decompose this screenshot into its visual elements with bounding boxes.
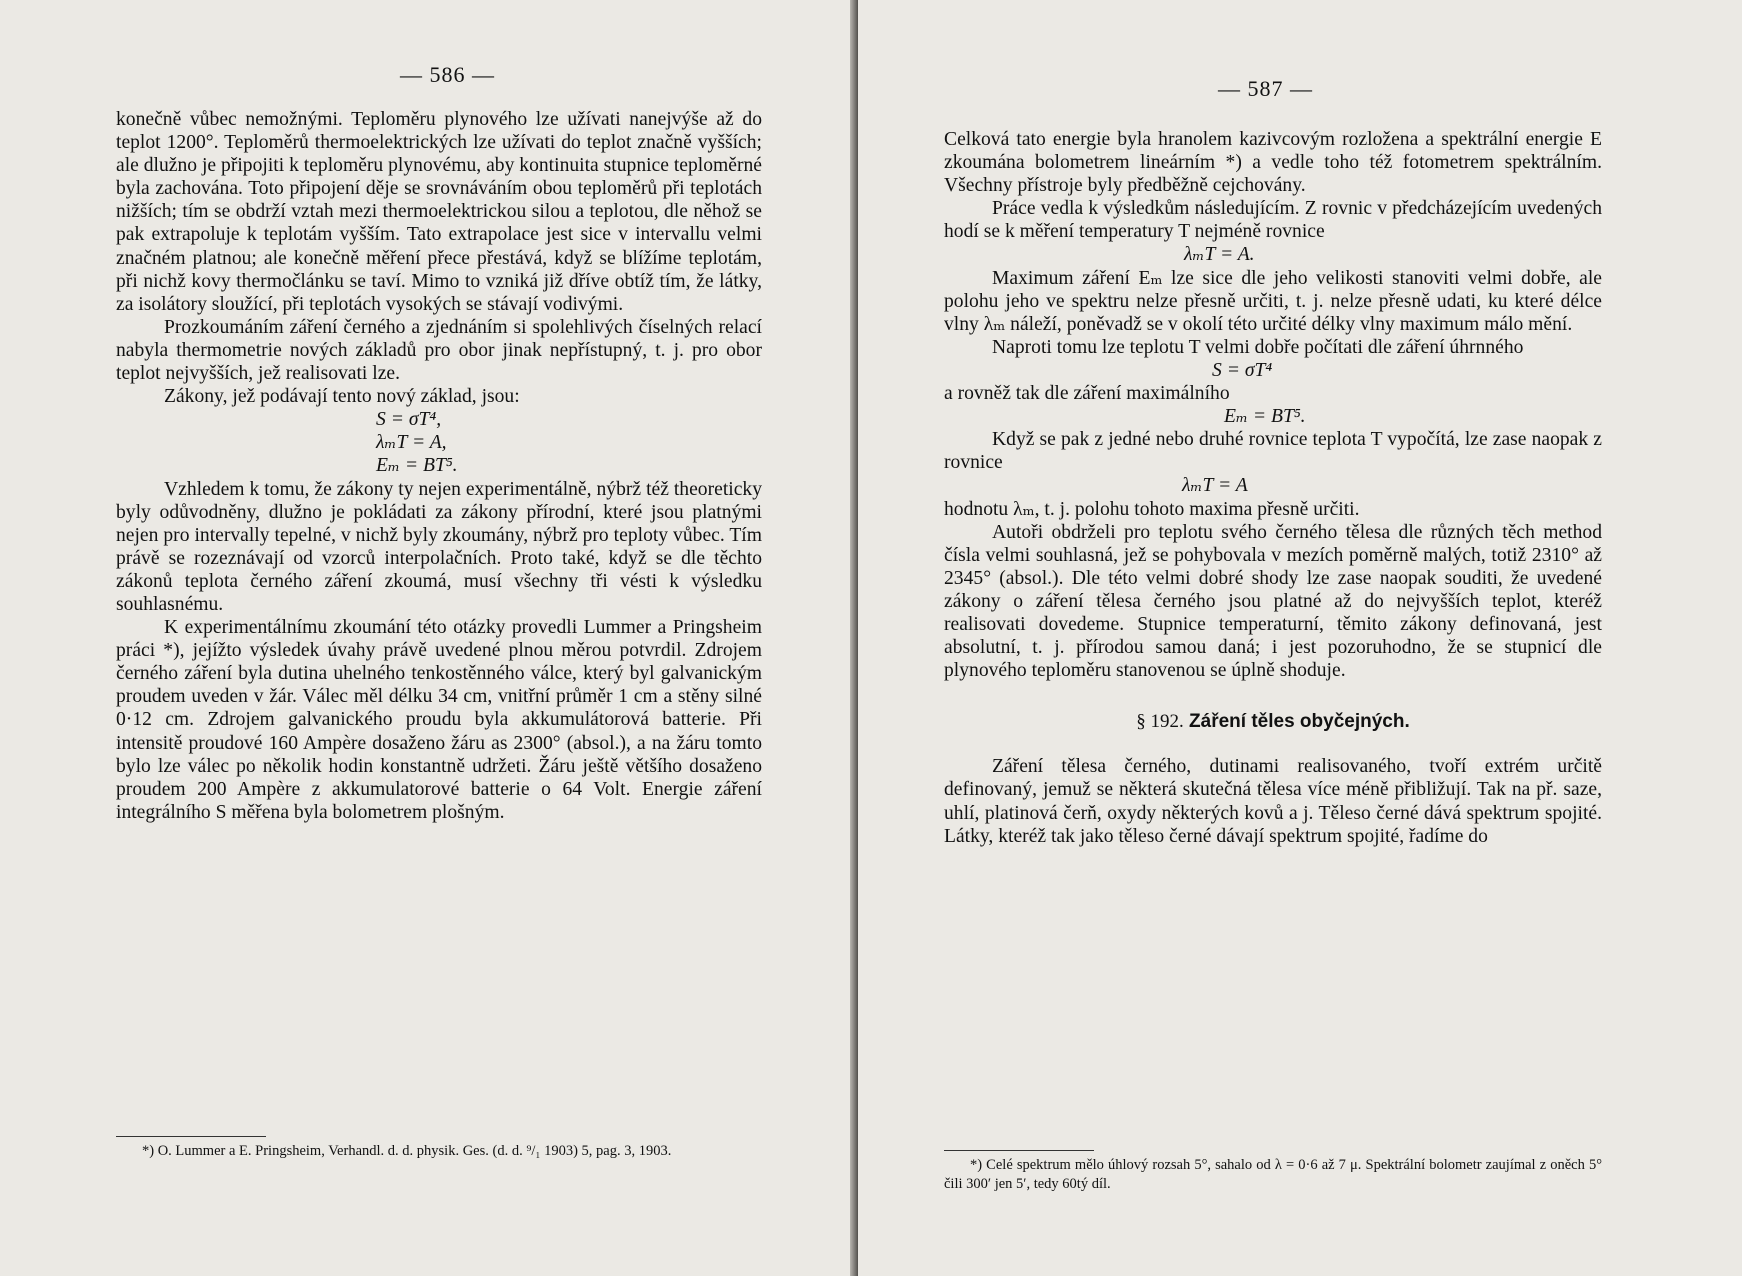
- footnote: [116, 1142, 762, 1161]
- paragraph: Prozkoumáním záření černého a zjednáním si spolehlivých číselných relací nabyla thermometrie nových základů pro obor jinak nepřístupný, t. j. pro obor teplot nejvyšších, jež realisovati lze.: [116, 316, 762, 385]
- equation: Eₘ = BT⁵.: [1224, 406, 1306, 428]
- paragraph: Když se pak z jedné nebo druhé rovnice teplota T vypočítá, lze zase naopak z rovnice: [944, 429, 1602, 474]
- paragraph: a rovněž tak dle záření maximálního: [944, 383, 1230, 405]
- equation: S = σT⁴,: [376, 409, 442, 431]
- body-text: [944, 128, 1602, 848]
- paragraph: Vzhledem k tomu, že zákony ty nejen experimentálně, nýbrž též theoreticky byly odůvodněny, dlužno je pokládati za zákony přírodní, které jsou platnými nejen pro intervally tepelné, v nichž byly zkoumány, nýbrž pro teploty vůbec. Tím právě se rozeznávají od vzorců interpolačních. Proto také, když se dle těchto zákonů teplota černého záření zkoumá, musí všechny tři vésti k výsledku souhlasnému.: [116, 478, 762, 615]
- equation: λₘT = A: [1182, 475, 1248, 497]
- paragraph: Práce vedla k výsledkům následujícím. Z rovnic v předcházejícím uvedených hodí se k měření temperatury T nejméně rovnice: [944, 198, 1602, 243]
- equation: λₘT = A.: [1184, 244, 1255, 266]
- footnote-text: *) Celé spektrum mělo úhlový rozsah 5°, sahalo od λ = 0·6 až 7 μ. Spektrální bolometr zaujímal z oněch 5° čili 300′ jen 5′, tedy 60tý díl.: [944, 1157, 1602, 1192]
- footnote: [944, 1156, 1602, 1194]
- footnote-text: *) O. Lummer a E. Pringsheim, Verhandl. d. d. physik. Ges. (d. d. ⁹/₁ 1903) 5, pag. 3, 1903.: [142, 1143, 672, 1159]
- page-number: — 586 —: [400, 62, 495, 87]
- body-text: [116, 108, 762, 824]
- paragraph: konečně vůbec nemožnými. Teploměru plynového lze užívati nanejvýše až do teplot 1200°. Teploměrů thermoelektrických lze užívati do teplot značně vyšších; ale dlužno je připojiti k teploměru plynovému, aby kontinuita stupnice teploměrné byla zachována. Toto připojení děje se srovnáváním obou teploměrů při teplotách nižších; tím se obdrží vztah mezi thermoelektrickou silou a teplotou, dle něhož se pak extrapoluje k teplotám vyšším. Tato extrapolace jest sice v intervallu velmi značném platnou; ale konečně měření přece přestává, když se blížíme teplotám, při nichž kovy thermočlánku se taví. Mimo to vzniká již dříve obtíž tím, že látky, za isolátory sloužící, při teplotách vysokých se stávají vodivými.: [116, 109, 762, 315]
- footnote-rule: [116, 1136, 266, 1137]
- paragraph: Maximum záření Eₘ lze sice dle jeho velikosti stanoviti velmi dobře, ale polohu jeho ve spektru nelze přesně určiti, t. j. nelze přesně udati, ku které délce vlny λₘ náleží, poněvadž se v okolí této určité délky vlny maximum málo mění.: [944, 267, 1602, 335]
- equation: S = σT⁴: [1212, 359, 1273, 381]
- paragraph: K experimentálnímu zkoumání této otázky provedli Lummer a Pringsheim práci *), jejížto výsledek úvahy právě uvedené plnou měrou potvrdil. Zdrojem černého záření byla dutina uhelného tenkostěnného válce, který byl galvanickým proudem uveden v žár. Válec měl délku 34 cm, vnitřní průměr 1 cm a stěny silné 0·12 cm. Zdrojem galvanického proudu byla akkumulátorová batterie. Při intensitě proudové 160 Ampère dosaženo žáru as 2300° (absol.), a na žáru tomto bylo lze válec po několik hodin konstantně udržeti. Žáru ještě většího dosaženo proudem 200 Ampère z akkumulatorové batterie o 64 Volt. Energie záření integrálního S měřena byla bolometrem plošným.: [116, 617, 762, 823]
- left-page: [0, 0, 858, 1276]
- equation: Eₘ = BT⁵.: [376, 455, 458, 477]
- footnote-rule: [944, 1150, 1094, 1151]
- paragraph: Naproti tomu lze teplotu T velmi dobře počítati dle záření úhrnného: [992, 336, 1524, 358]
- paragraph: hodnotu λₘ, t. j. polohu tohoto maxima přesně určiti.: [944, 498, 1360, 520]
- section-number: § 192.: [1136, 711, 1184, 733]
- section-heading: [944, 710, 1602, 733]
- section-title: Záření těles obyčejných.: [1189, 711, 1410, 733]
- right-page: [858, 0, 1742, 1276]
- paragraph: Záření tělesa černého, dutinami realisovaného, tvoří extrém určitě definovaný, jemuž se některá skutečná tělesa více méně přibližují. Tak na př. saze, uhlí, platinová čerň, oxydy některých kovů a j. Těleso černé dává spektrum spojité. Látky, kteréž tak jako těleso černé dávají spektrum spojité, řadíme do: [944, 756, 1602, 847]
- paragraph: Autoři obdrželi pro teplotu svého černého tělesa dle různých těch method čísla velmi souhlasná, jež se pohybovala v mezích poměrně malých, totiž 2310° až 2345° (absol.). Dle této velmi dobré shody lze zase naopak souditi, že uvedené zákony o záření tělesa černého jsou platné až do nejvyšších teplot, kteréž realisovati dovedeme. Stupnice temperaturní, těmito zákony definovaná, jest absolutní, t. j. přírodou samou daná; i jest pozoruhodno, že se stupnicí dle plynového teploměru stanovenou se úplně shoduje.: [944, 521, 1602, 682]
- paragraph: Zákony, jež podávají tento nový základ, jsou:: [164, 386, 520, 408]
- page-number: — 587 —: [1218, 76, 1313, 101]
- paragraph: Celková tato energie byla hranolem kazivcovým rozložena a spektrální energie E zkoumána bolometrem lineárním *) a vedle toho též fotometrem spektrálním. Všechny přístroje byly předběžně cejchovány.: [944, 129, 1602, 197]
- equation: λₘT = A,: [376, 432, 447, 454]
